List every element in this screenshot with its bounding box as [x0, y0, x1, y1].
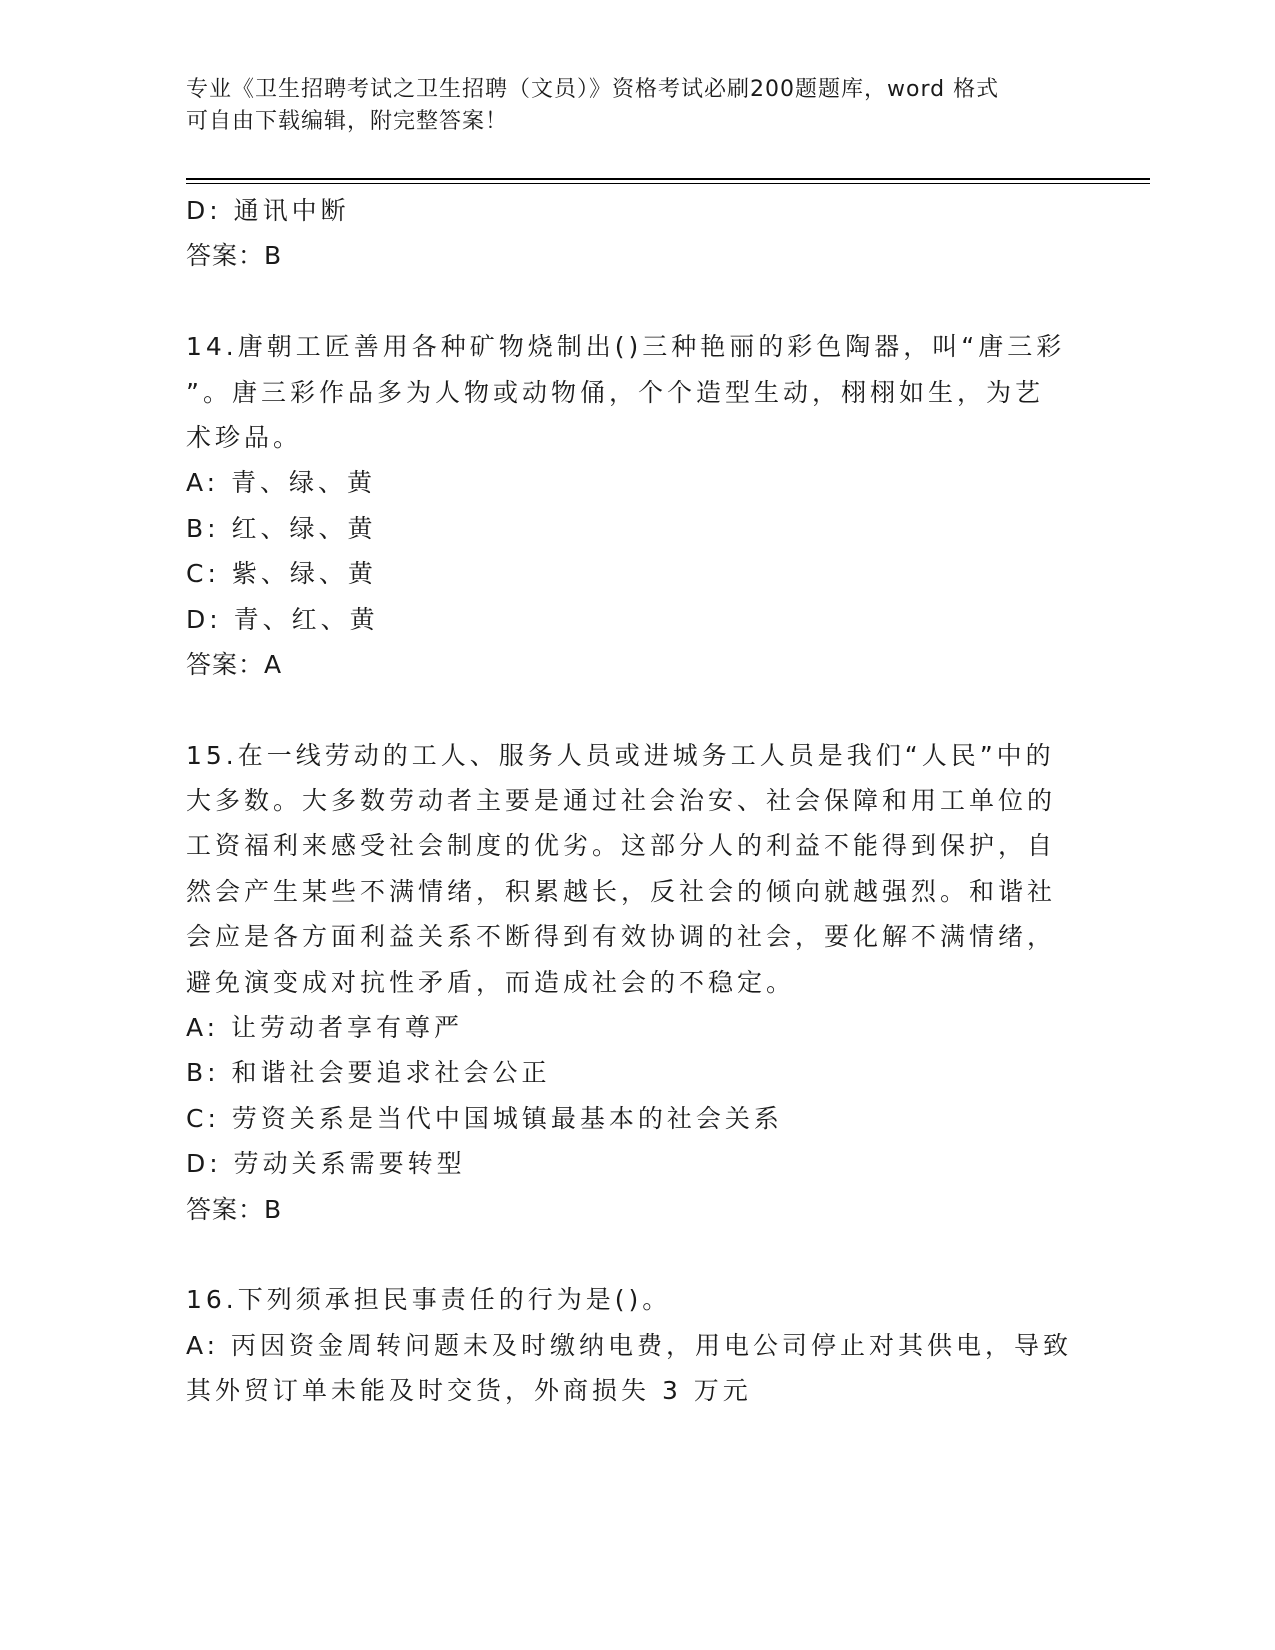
question-15-option-c: C: 劳资关系是当代中国城镇最基本的社会关系 — [186, 1103, 783, 1133]
header-title-line-1: 专业《卫生招聘考试之卫生招聘（文员）》资格考试必刷200题题库，word 格式 — [186, 77, 1000, 102]
question-16-text-line-1: 16.下列须承担民事责任的行为是()。 — [186, 1285, 672, 1315]
document-body — [186, 188, 1086, 1414]
question-15 — [186, 733, 1086, 1232]
header-divider-thick — [186, 178, 1150, 180]
question-16-option-a-line-1: A: 丙因资金周转问题未及时缴纳电费，用电公司停止对其供电，导致 — [186, 1330, 1073, 1360]
question-16-option-a-line-2: 其外贸订单未能及时交货，外商损失 3 万元 — [186, 1376, 752, 1406]
question-14-option-a: A: 青、绿、黄 — [186, 468, 377, 498]
question-14-option-b: B: 红、绿、黄 — [186, 513, 377, 543]
question-15-option-a: A: 让劳动者享有尊严 — [186, 1013, 464, 1043]
header-title-line-2: 可自由下载编辑，附完整答案！ — [186, 109, 509, 134]
question-16 — [186, 1277, 1086, 1413]
question-15-answer: 答案：B — [186, 1194, 283, 1224]
question-14-text-line-2: ”。唐三彩作品多为人物或动物俑，个个造型生动，栩栩如生，为艺 — [186, 377, 1044, 407]
question-14 — [186, 324, 1086, 687]
question-15-text-line-1: 15.在一线劳动的工人、服务人员或进城务工人员是我们“人民”中的 — [186, 740, 1055, 770]
question-14-text-line-3: 术珍品。 — [186, 422, 303, 452]
prev-question-answer: 答案：B — [186, 241, 283, 271]
question-15-option-b: B: 和谐社会要追求社会公正 — [186, 1058, 551, 1088]
question-14-option-c: C: 紫、绿、黄 — [186, 559, 377, 589]
question-15-text-line-5: 会应是各方面利益关系不断得到有效协调的社会，要化解不满情绪， — [186, 922, 1057, 952]
question-15-text-line-4: 然会产生某些不满情绪，积累越长，反社会的倾向就越强烈。和谐社 — [186, 876, 1057, 906]
question-15-option-d: D: 劳动关系需要转型 — [186, 1149, 466, 1179]
header-divider-thin — [186, 183, 1150, 184]
question-15-text-line-2: 大多数。大多数劳动者主要是通过社会治安、社会保障和用工单位的 — [186, 786, 1057, 816]
question-14-option-d: D: 青、红、黄 — [186, 604, 379, 634]
spacer — [186, 687, 1086, 732]
prev-question-option-d: D: 通讯中断 — [186, 196, 350, 225]
question-15-text-line-3: 工资福利来感受社会制度的优劣。这部分人的利益不能得到保护，自 — [186, 831, 1057, 861]
spacer — [186, 279, 1086, 324]
page-header — [186, 74, 1066, 138]
question-14-answer: 答案：A — [186, 649, 283, 679]
question-15-text-line-6: 避免演变成对抗性矛盾，而造成社会的不稳定。 — [186, 967, 796, 997]
spacer — [186, 1232, 1086, 1277]
question-14-text-line-1: 14.唐朝工匠善用各种矿物烧制出()三种艳丽的彩色陶器，叫“唐三彩 — [186, 332, 1066, 362]
